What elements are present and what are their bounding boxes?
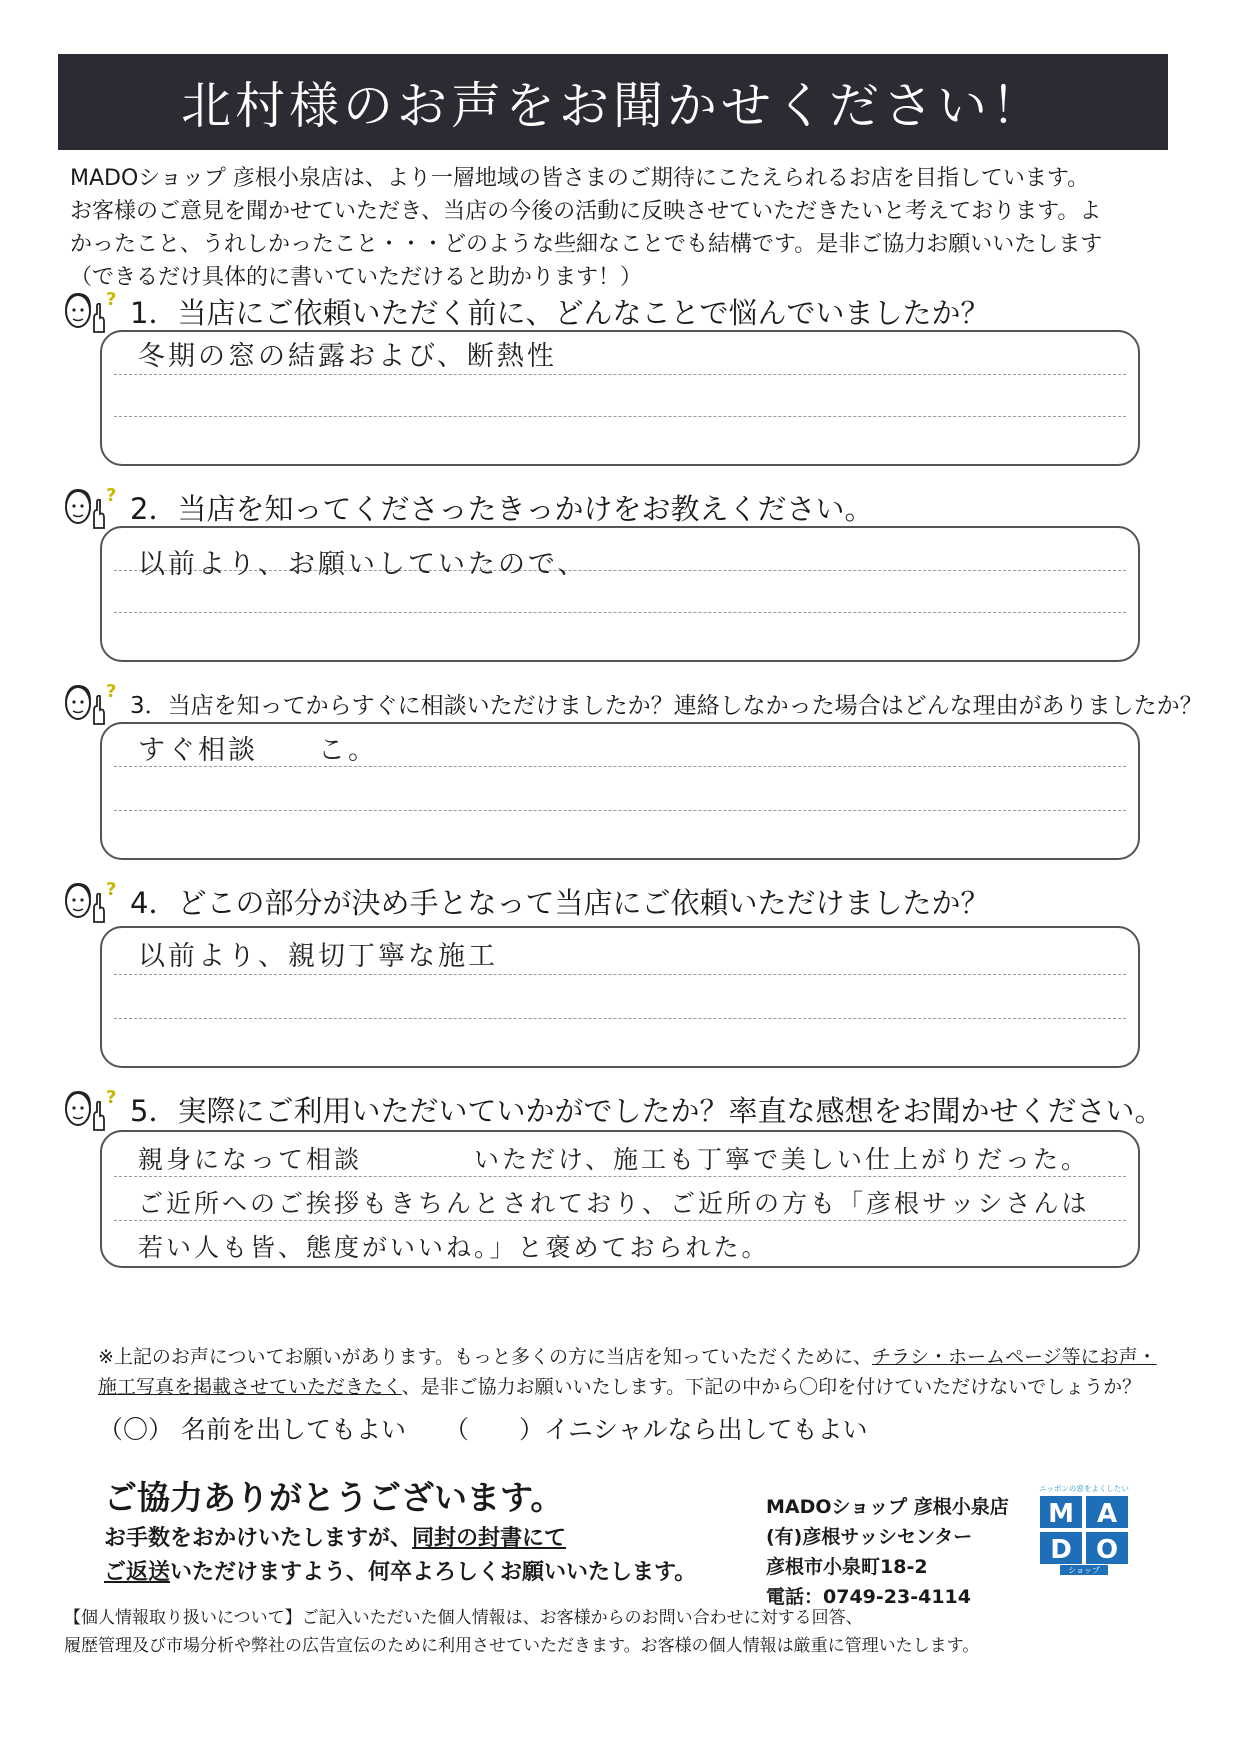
request-text-underlined: 施工写真を掲載させていただきたく — [98, 1376, 402, 1398]
thinking-person-icon — [60, 484, 122, 530]
answer-rule — [114, 810, 1126, 811]
return-text-underlined: ご返送 — [104, 1560, 171, 1585]
handwritten-answer: 以前より、親切丁寧な施工 — [138, 941, 498, 972]
question-label: 4．どこの部分が決め手となって当店にご依頼いただけましたか？ — [130, 885, 990, 920]
shop-company: (有)彦根サッシセンター — [766, 1526, 973, 1548]
answer-rule — [114, 374, 1126, 375]
handwritten-answer: すぐ相談 こ。 — [138, 735, 378, 766]
shop-phone: 電話：0749-23-4114 — [766, 1586, 971, 1608]
svg-text:?: ? — [106, 485, 117, 506]
question-4 — [60, 878, 989, 924]
question-2 — [60, 484, 873, 530]
answer-box-2 — [100, 526, 1140, 662]
return-note — [104, 1522, 696, 1590]
question-label: 1．当店にご依頼いただく前に、どんなことで悩んでいましたか？ — [130, 295, 990, 330]
svg-text:D: D — [1050, 1535, 1072, 1565]
answer-rule — [114, 612, 1126, 613]
question-5 — [60, 1086, 1163, 1132]
intro-line: MADOショップ 彦根小泉店は、より一層地域の皆さまのご期待にこたえられるお店を目指しています。 — [70, 166, 1090, 191]
answer-box-3 — [100, 722, 1140, 860]
return-text: お手数をおかけいたしますが、 — [104, 1526, 413, 1551]
svg-text:M: M — [1048, 1499, 1074, 1529]
return-text: いただけますよう、何卒よろしくお願いいたします。 — [170, 1560, 697, 1585]
answer-rule — [114, 1220, 1126, 1221]
answer-rule — [114, 1018, 1126, 1019]
privacy-notice — [64, 1604, 979, 1660]
handwritten-answer: 親身になって相談 いただけ、施工も丁寧で美しい仕上がりだった。 — [138, 1145, 1090, 1174]
thinking-person-icon — [60, 1086, 122, 1132]
svg-text:ショップ: ショップ — [1068, 1566, 1100, 1575]
shop-address: 彦根市小泉町18-2 — [766, 1556, 928, 1578]
request-text-underlined: チラシ・ホームページ等にお声・ — [872, 1346, 1157, 1368]
question-label: 2．当店を知ってくださったきっかけをお教えください。 — [130, 491, 874, 526]
question-1 — [60, 288, 989, 334]
consent-label-initial: イニシャルなら出してもよい — [543, 1415, 868, 1444]
consent-mark-name[interactable]: （〇） — [98, 1415, 174, 1444]
thanks-heading: ご協力ありがとうございます。 — [104, 1478, 564, 1517]
thinking-person-icon — [60, 680, 122, 726]
svg-text:O: O — [1095, 1535, 1119, 1565]
answer-box-4 — [100, 926, 1140, 1068]
privacy-line: 【個人情報取り扱いについて】ご記入いただいた個人情報は、お客様からのお問い合わせに対する回答、 — [64, 1608, 863, 1628]
page-title: 北村様のお声をお聞かせください！ — [58, 54, 1168, 150]
svg-text:?: ? — [106, 879, 117, 900]
handwritten-answer: 冬期の窓の結露および、断熱性 — [138, 341, 557, 372]
consent-label-name: 名前を出してもよい — [180, 1415, 406, 1444]
svg-text:ニッポンの窓をよくしたい: ニッポンの窓をよくしたい — [1039, 1484, 1129, 1493]
answer-rule — [114, 974, 1126, 975]
request-text: ※上記のお声についてお願いがあります。もっと多くの方に当店を知っていただくために、 — [98, 1346, 873, 1368]
handwritten-answer: 若い人も皆、態度がいいね。」と褒めておられた。 — [138, 1233, 770, 1262]
intro-line: かったこと、うれしかったこと・・・どのような些細なことでも結構です。是非ご協力お願いいたします — [70, 232, 1103, 257]
svg-text:?: ? — [106, 1087, 117, 1108]
svg-text:?: ? — [106, 289, 117, 310]
shop-name: MADOショップ 彦根小泉店 — [766, 1496, 1009, 1518]
question-3 — [60, 680, 1203, 726]
thinking-person-icon — [60, 288, 122, 334]
thinking-person-icon — [60, 878, 122, 924]
shop-info — [766, 1492, 1009, 1612]
answer-rule — [114, 416, 1126, 417]
handwritten-answer: 以前より、お願いしていたので、 — [138, 549, 588, 580]
privacy-line: 履歴管理及び市場分析や弊社の広告宣伝のために利用させていただきます。お客様の個人情報は厳重に管理いたします。 — [64, 1636, 980, 1656]
handwritten-answer: ご近所へのご挨拶もきちんとされており、ご近所の方も「彦根サッシさんは — [138, 1189, 1090, 1218]
answer-rule — [114, 1176, 1126, 1177]
request-text: 、是非ご協力お願いいたします。下記の中から〇印を付けていただけないでしょうか？ — [401, 1376, 1142, 1398]
consent-options — [98, 1410, 867, 1446]
publication-request — [98, 1342, 1178, 1402]
return-text-underlined: 同封の封書にて — [412, 1526, 567, 1551]
mado-shop-logo — [1034, 1482, 1134, 1576]
answer-box-1 — [100, 330, 1140, 466]
intro-line: お客様のご意見を聞かせていただき、当店の今後の活動に反映させていただきたいと考えております。よ — [70, 199, 1102, 224]
svg-text:?: ? — [106, 681, 117, 702]
intro-text — [70, 162, 1170, 294]
question-label: 3．当店を知ってからすぐに相談いただけましたか？連絡しなかった場合はどんな理由がありましたか？ — [130, 692, 1203, 719]
question-label: 5．実際にご利用いただいていかがでしたか？率直な感想をお聞かせください。 — [130, 1093, 1164, 1128]
answer-box-5 — [100, 1130, 1140, 1268]
consent-mark-initial[interactable]: （ ） — [443, 1415, 544, 1444]
svg-text:A: A — [1096, 1499, 1118, 1529]
intro-line: （できるだけ具体的に書いていただけると助かります！） — [70, 265, 643, 290]
